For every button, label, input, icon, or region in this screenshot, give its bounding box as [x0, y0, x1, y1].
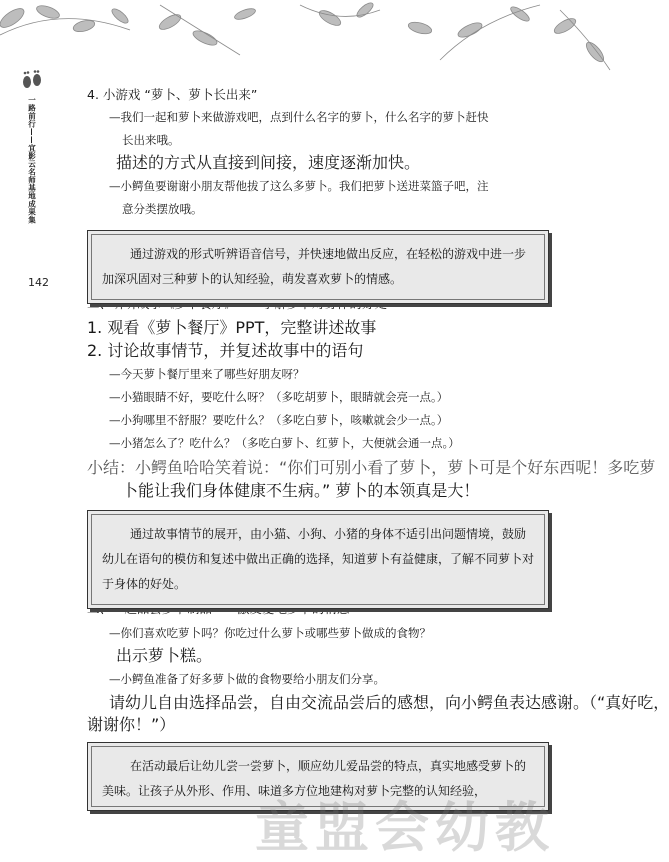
footprints-icon [20, 70, 44, 92]
note-box [87, 510, 549, 609]
dialogue-line: —你们喜欢吃萝卜吗？你吃过什么萝卜或哪些萝卜做成的食物？ [109, 626, 431, 640]
note-box [87, 230, 549, 304]
watermark: 童盟会幼教 [255, 795, 555, 859]
activity-heading: 4. 小游戏 “萝卜、萝卜长出来” [87, 87, 258, 102]
leaf-decoration [0, 0, 610, 80]
dialogue-line: 长出来哦。 [122, 133, 180, 147]
step-line: 2. 讨论故事情节，并复述故事中的语句 [87, 341, 364, 360]
dialogue-line: —今天萝卜餐厅里来了哪些好朋友呀？ [109, 367, 305, 381]
dialogue-line: —我们一起和萝卜来做游戏吧，点到什么名字的萝卜，什么名字的萝卜赶快 [109, 110, 489, 124]
side-title: 一路前行——宜影云名师基地成果集 [27, 96, 37, 224]
note-text: 在活动最后让幼儿尝一尝萝卜，顺应幼儿爱品尝的特点，真实地感受萝卜的美味。让孩子从外形、作用、味道多方位地建构对萝卜完整的认知经验， [91, 746, 545, 807]
page-number: 142 [28, 276, 49, 289]
text-line: 出示萝卜糕。 [116, 646, 213, 665]
step-line: 1. 观看《萝卜餐厅》PPT，完整讲述故事 [87, 318, 377, 337]
summary-line: 卜能让我们身体健康不生病。” 萝卜的本领真是大！ [122, 481, 480, 500]
note-text: 通过故事情节的展开，由小猫、小狗、小猪的身体不适引出问题情境，鼓励幼儿在语句的模仿和复述中做出正确的选择，知道萝卜有益健康，了解不同萝卜对于身体的好处。 [91, 514, 545, 605]
dialogue-line: —小鳄鱼准备了好多萝卜做的食物要给小朋友们分享。 [109, 672, 385, 686]
summary-line: 小结：小鳄鱼哈哈笑着说：“你们可别小看了萝卜，萝卜可是个好东西呢！多吃萝 [87, 458, 656, 477]
dialogue-line: —小鳄鱼要谢谢小朋友帮他拔了这么多萝卜。我们把萝卜送进菜篮子吧，注 [109, 179, 489, 193]
note-text: 通过游戏的形式听辨语音信号，并快速地做出反应，在轻松的游戏中进一步加深巩固对三种萝卜的认知经验，萌发喜欢萝卜的情感。 [91, 234, 545, 300]
dialogue-line: —小猪怎么了？吃什么？（多吃白萝卜、红萝卜，大便就会通一点。） [109, 436, 460, 450]
side-band [20, 70, 44, 224]
dialogue-line: —小狗哪里不舒服？要吃什么？（多吃白萝卜，咳嗽就会少一点。） [109, 413, 449, 427]
text-line: 描述的方式从直接到间接，速度逐渐加快。 [116, 153, 421, 172]
dialogue-line: 意分类摆放哦。 [122, 202, 203, 216]
text-line: 谢谢你！”） [87, 715, 176, 734]
dialogue-line: —小猫眼睛不好，要吃什么呀？（多吃胡萝卜，眼睛就会亮一点。） [109, 390, 449, 404]
text-line: 请幼儿自由选择品尝，自由交流品尝后的感想，向小鳄鱼表达感谢。（“真好吃， [109, 693, 669, 712]
